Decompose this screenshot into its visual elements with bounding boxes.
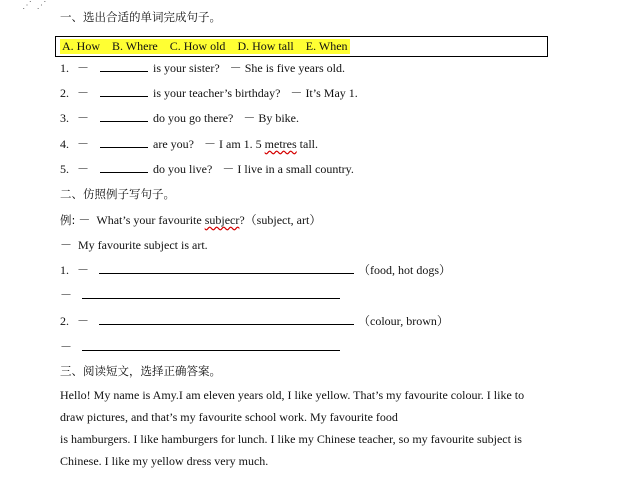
writing-blank[interactable] [99, 313, 354, 325]
passage-line: draw pictures, and that’s my favourite school work. My favourite food [60, 410, 398, 424]
section1-title: 一、选出合适的单词完成句子。 [60, 10, 221, 24]
section3-title: 三、阅读短文，选择正确答案。 [60, 364, 221, 378]
option-a: A. How [62, 39, 100, 53]
writing-item-1: 1. － （food, hot dogs） [60, 263, 452, 277]
reading-passage [60, 384, 550, 472]
question-1: 1. － is your sister? － She is five years old. [60, 61, 345, 75]
option-b: B. Where [112, 39, 158, 53]
passage-line: Hello! My name is Amy.I am eleven years old, I like yellow. That’s my favourite colour. I like to [60, 388, 525, 402]
writing-blank[interactable] [82, 287, 340, 299]
option-e: E. When [305, 39, 348, 53]
example-answer: － My favourite subject is art. [60, 238, 208, 252]
question-2: 2. － is your teacher’s birthday? － It’s May 1. [60, 86, 358, 100]
section2-title: 二、仿照例子写句子。 [60, 187, 175, 201]
answer-blank[interactable] [100, 60, 148, 72]
example-question: 例: － What’s your favourite subjecr?（subject, art） [60, 213, 322, 227]
writing-answer-2: － [60, 339, 344, 355]
question-3: 3. － do you go there? － By bike. [60, 111, 300, 125]
options-highlight [60, 39, 350, 54]
writing-item-2: 2. － （colour, brown） [60, 314, 449, 328]
answer-blank[interactable] [100, 85, 148, 97]
answer-blank[interactable] [100, 161, 148, 173]
passage-line: is hamburgers. I like hamburgers for lunch. I like my Chinese teacher, so my favourite subject is [60, 432, 522, 446]
options-box [55, 36, 548, 57]
answer-blank[interactable] [100, 136, 148, 148]
format-marks: ⋰ ⋰ [22, 0, 48, 11]
question-4: 4. － are you? － I am 1. 5 metres tall. [60, 137, 318, 151]
option-d: D. How tall [237, 39, 294, 53]
writing-answer-1: － [60, 287, 344, 303]
writing-blank[interactable] [82, 339, 340, 351]
passage-line: Chinese. I like my yellow dress very much. [60, 454, 269, 468]
answer-blank[interactable] [100, 110, 148, 122]
writing-blank[interactable] [99, 262, 354, 274]
question-5: 5. － do you live? － I live in a small country. [60, 162, 354, 176]
option-c: C. How old [169, 39, 226, 53]
